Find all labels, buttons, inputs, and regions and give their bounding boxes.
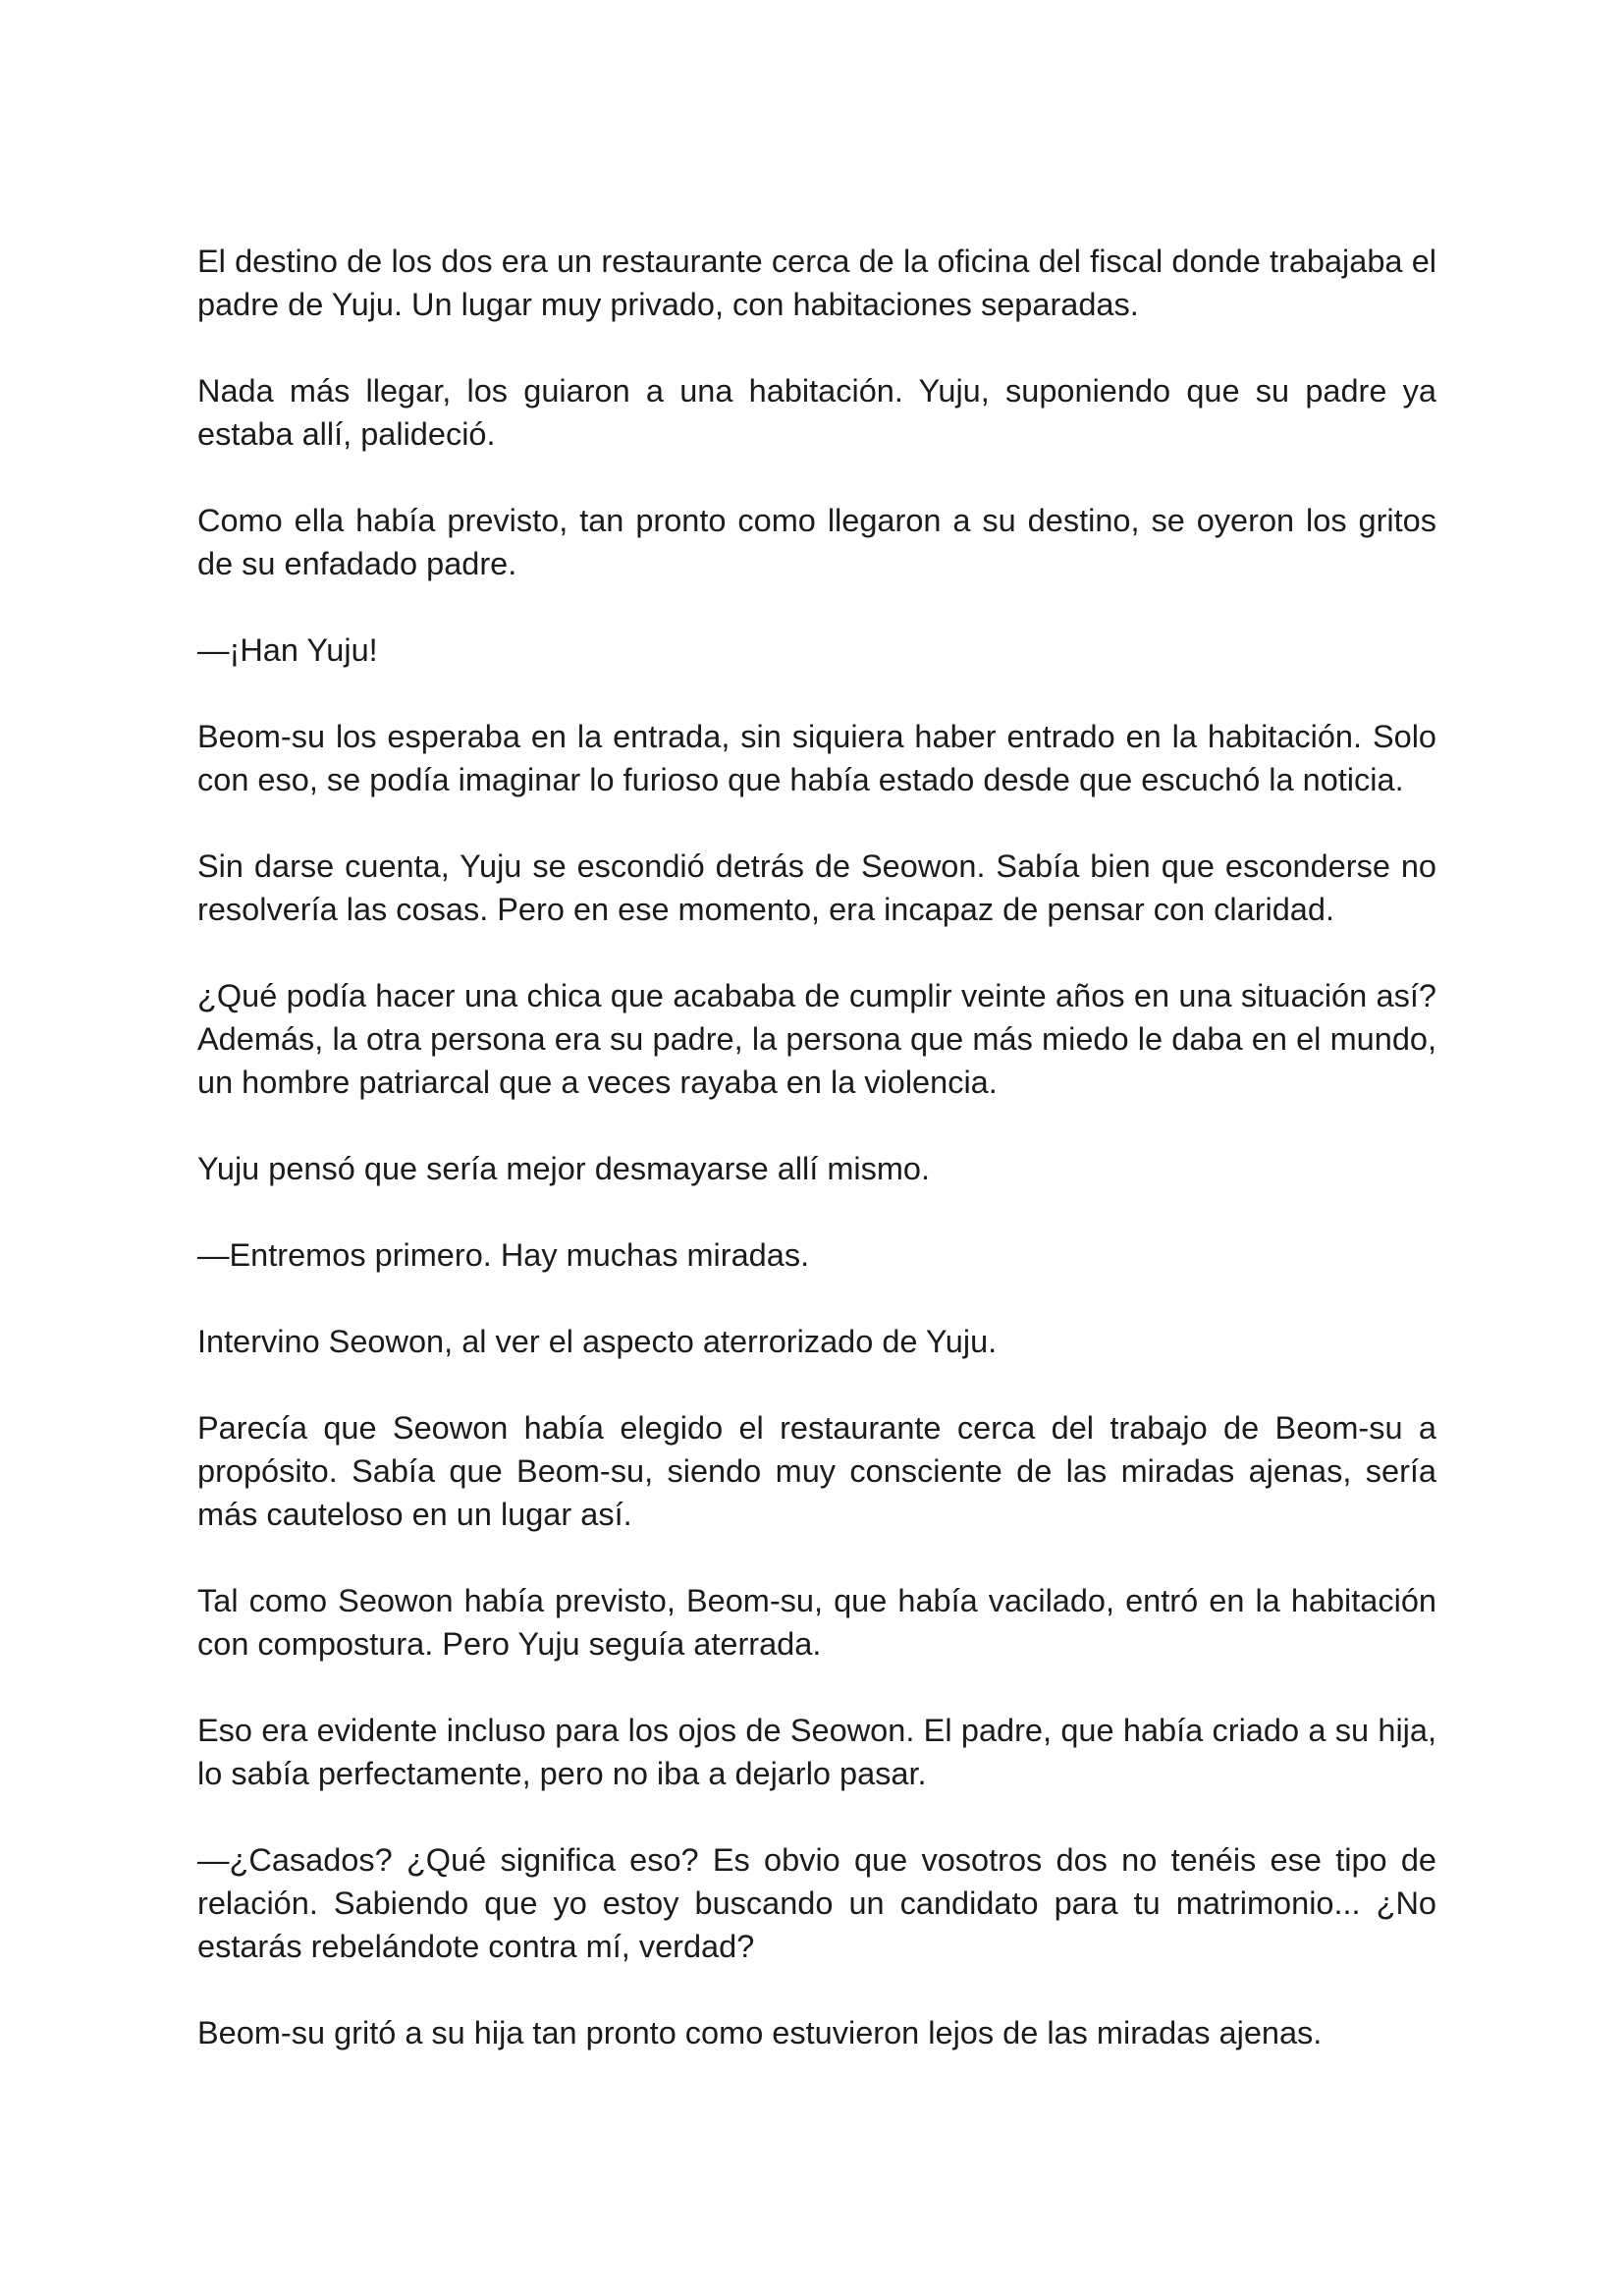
- paragraph-3: Como ella había previsto, tan pronto como llegaron a su destino, se oyeron los gritos de su enfadado padre.: [197, 503, 1436, 581]
- paragraph-13: Eso era evidente incluso para los ojos de Seowon. El padre, que había criado a su hija, lo sabía perfectamente, pero no iba a dejarlo pasar.: [197, 1713, 1436, 1791]
- paragraph-11: Parecía que Seowon había elegido el restaurante cerca del trabajo de Beom-su a propósito. Sabía que Beom-su, siendo muy consciente de las miradas ajenas, sería más cauteloso en un lugar así.: [197, 1410, 1436, 1532]
- paragraph-7: ¿Qué podía hacer una chica que acababa de cumplir veinte años en una situación así? Además, la otra persona era su padre, la persona que más miedo le daba en el mundo, un hombre patriarcal que a veces rayaba en la violencia.: [197, 978, 1436, 1100]
- body-text: [197, 240, 1436, 2098]
- paragraph-8: Yuju pensó que sería mejor desmayarse allí mismo.: [197, 1151, 931, 1186]
- dialogue-casados: —¿Casados? ¿Qué significa eso? Es obvio que vosotros dos no tenéis ese tipo de relación. Sabiendo que yo estoy buscando un candidato para tu matrimonio... ¿No estarás rebelándote contra mí, verdad?: [197, 1842, 1436, 1964]
- paragraph-15: Beom-su gritó a su hija tan pronto como estuvieron lejos de las miradas ajenas.: [197, 2015, 1323, 2050]
- paragraph-10: Intervino Seowon, al ver el aspecto aterrorizado de Yuju.: [197, 1324, 998, 1359]
- paragraph-5: Beom-su los esperaba en la entrada, sin siquiera haber entrado en la habitación. Solo con eso, se podía imaginar lo furioso que había estado desde que escuchó la noticia.: [197, 719, 1436, 797]
- paragraph-12: Tal como Seowon había previsto, Beom-su, que había vacilado, entró en la habitación con compostura. Pero Yuju seguía aterrada.: [197, 1583, 1436, 1662]
- dialogue-han-yuju: —¡Han Yuju!: [197, 632, 378, 668]
- paragraph-6: Sin darse cuenta, Yuju se escondió detrás de Seowon. Sabía bien que esconderse no resolvería las cosas. Pero en ese momento, era incapaz de pensar con claridad.: [197, 848, 1436, 927]
- paragraph-1: El destino de los dos era un restaurante cerca de la oficina del fiscal donde trabajaba el padre de Yuju. Un lugar muy privado, con habitaciones separadas.: [197, 244, 1436, 322]
- paragraph-2: Nada más llegar, los guiaron a una habitación. Yuju, suponiendo que su padre ya estaba allí, palideció.: [197, 373, 1436, 452]
- dialogue-entremos: —Entremos primero. Hay muchas miradas.: [197, 1237, 810, 1273]
